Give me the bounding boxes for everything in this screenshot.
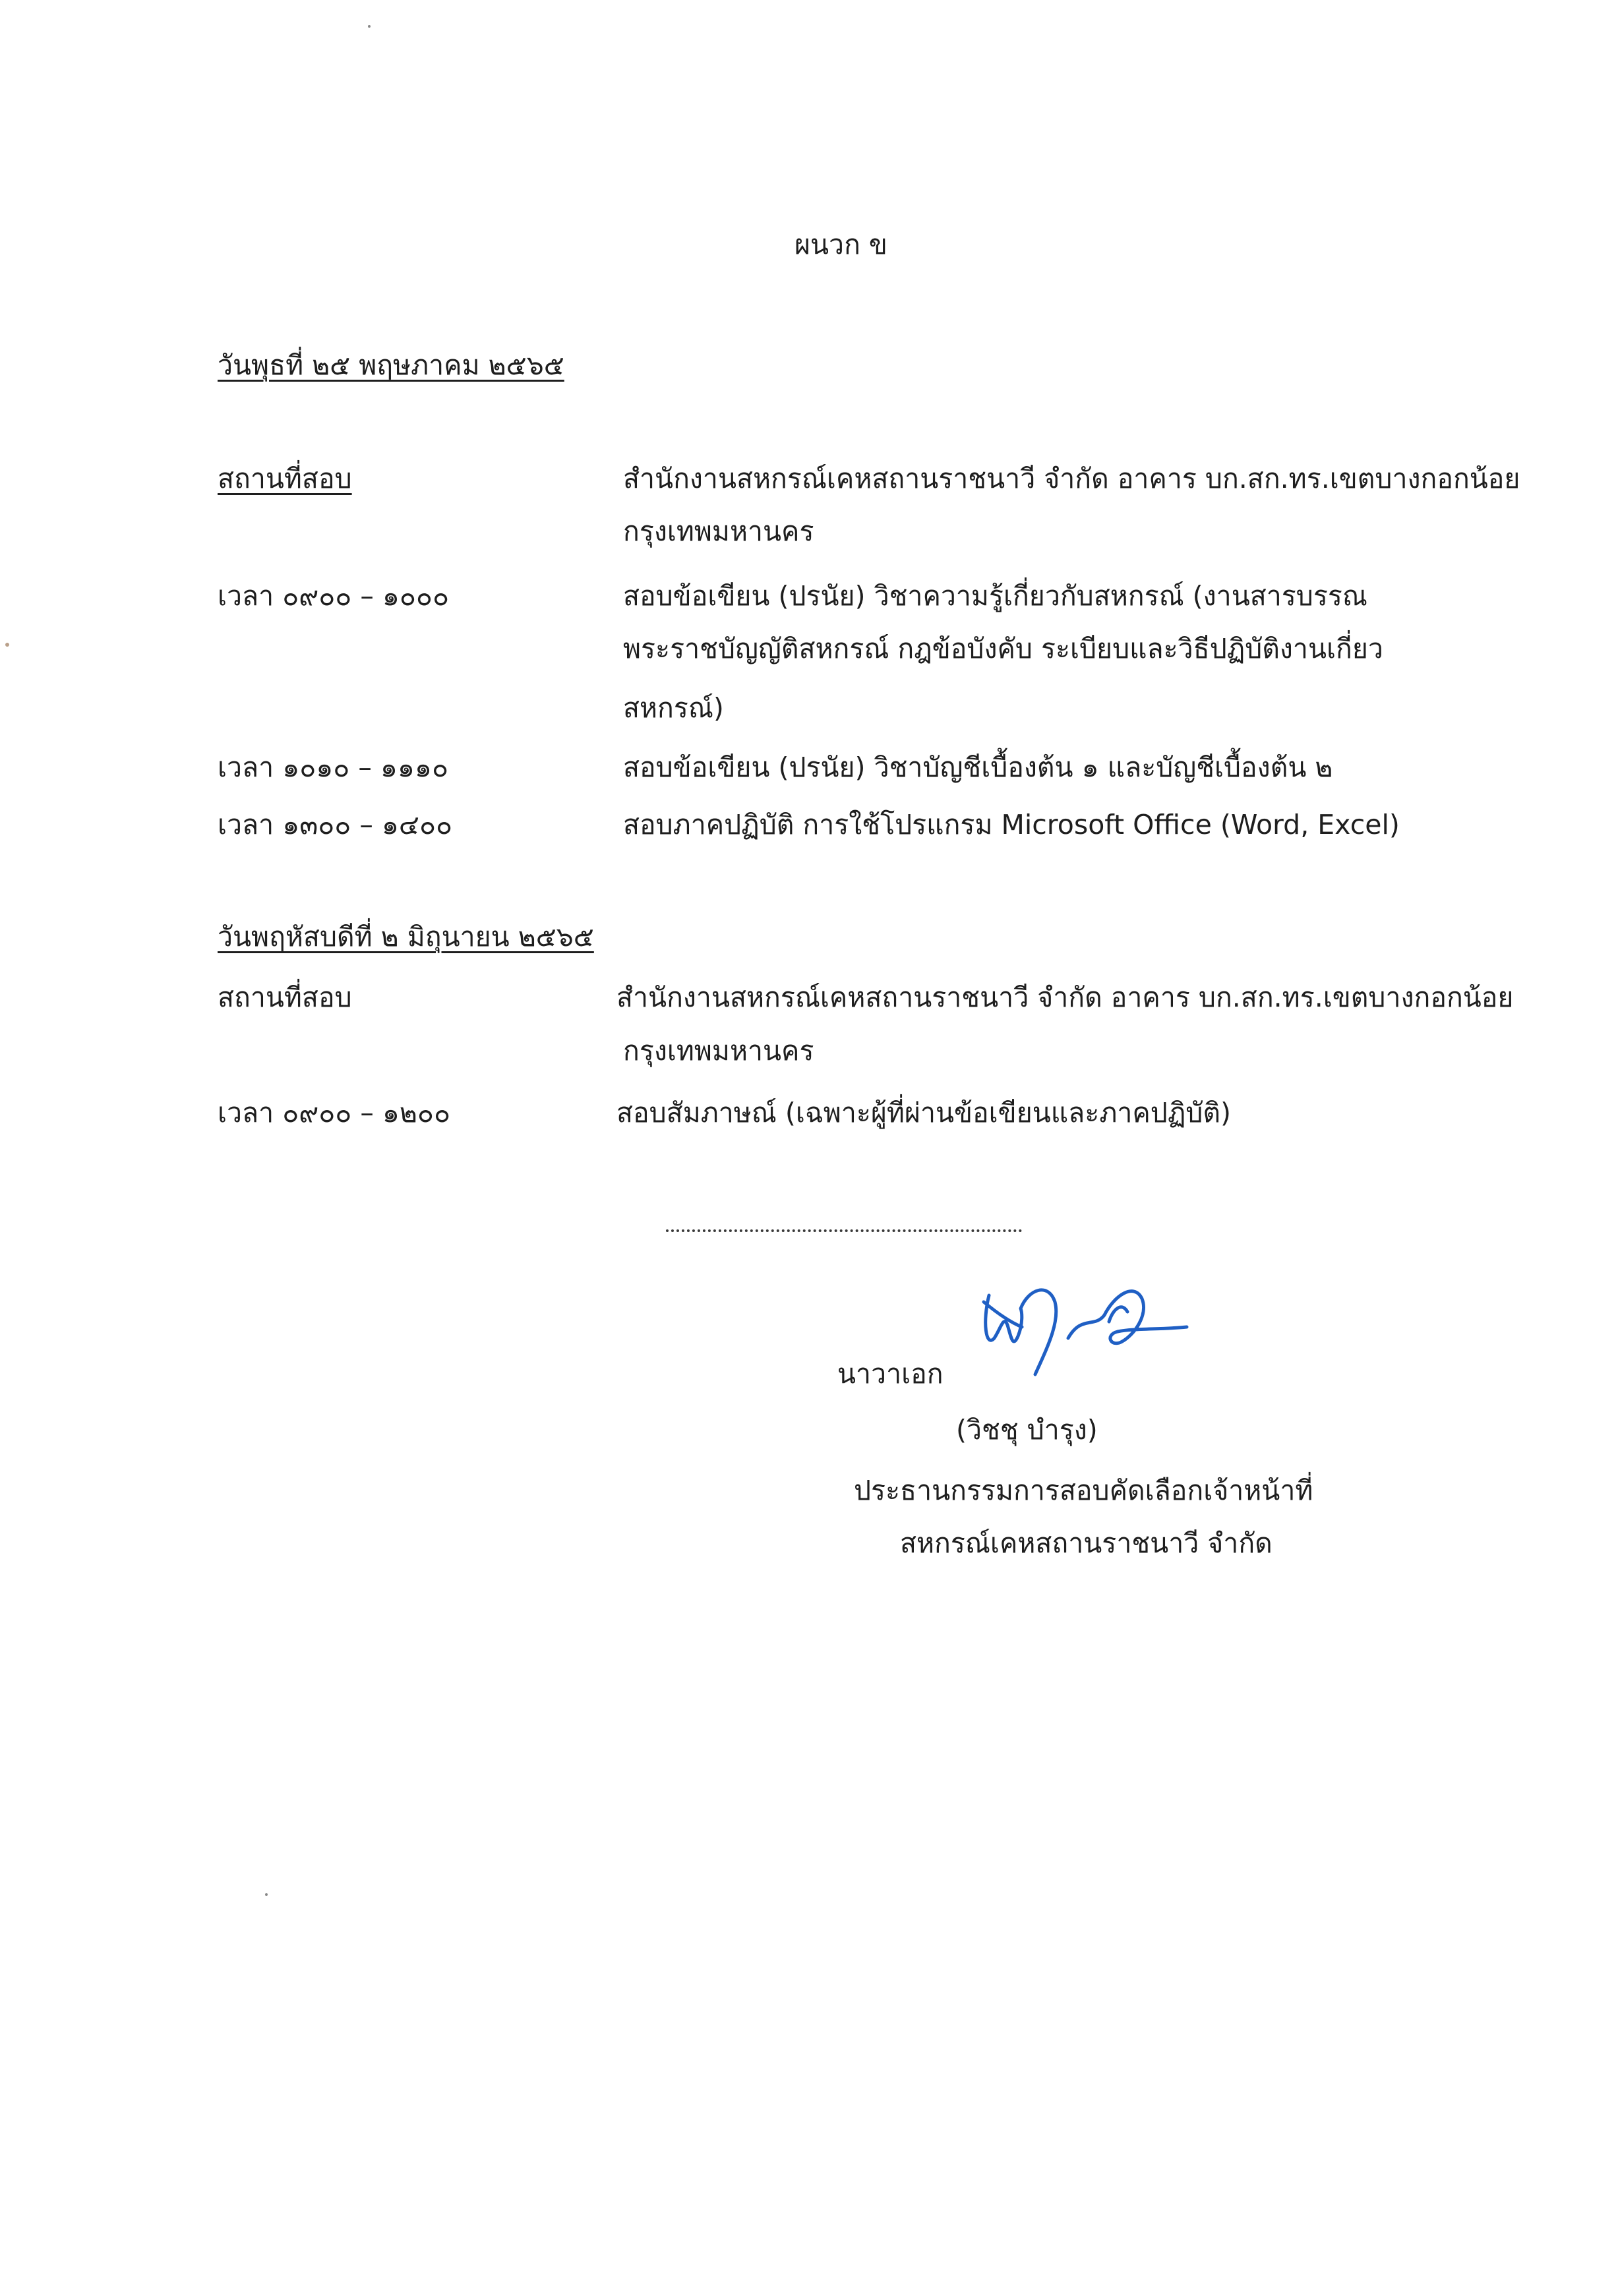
scan-speck <box>368 25 371 28</box>
signatory-name: (วิชชุ บำรุง) <box>956 1414 1098 1446</box>
day2-venue-line1: สำนักงานสหกรณ์เคหสถานราชนาวี จำกัด อาคาร บก.สก.ทร.เขตบางกอกน้อย <box>616 982 1514 1013</box>
signature-image <box>969 1276 1193 1384</box>
day1-slot1-time: เวลา ๐๙๐๐ – ๑๐๐๐ <box>218 580 449 612</box>
day2-date-heading: วันพฤหัสบดีที่ ๒ มิถุนายน ๒๕๖๕ <box>218 921 594 953</box>
day1-venue-line2: กรุงเทพมหานคร <box>623 515 814 547</box>
signatory-position-line1: ประธานกรรมการสอบคัดเลือกเจ้าหน้าที่ <box>854 1475 1313 1506</box>
day1-slot2-line1: สอบข้อเขียน (ปรนัย) วิชาบัญชีเบื้องต้น ๑ และบัญชีเบื้องต้น ๒ <box>623 751 1333 783</box>
day2-slot-time: เวลา ๐๙๐๐ – ๑๒๐๐ <box>218 1097 450 1129</box>
day2-slot-line1: สอบสัมภาษณ์ (เฉพาะผู้ที่ผ่านข้อเขียนและภาคปฏิบัติ) <box>616 1097 1231 1129</box>
day2-venue-label: สถานที่สอบ <box>218 982 352 1013</box>
signatory-position-line2: สหกรณ์เคหสถานราชนาวี จำกัด <box>900 1527 1273 1559</box>
dotted-separator <box>666 1229 1022 1232</box>
signatory-rank: นาวาเอก <box>837 1358 944 1390</box>
day1-venue-line1: สำนักงานสหกรณ์เคหสถานราชนาวี จำกัด อาคาร บก.สก.ทร.เขตบางกอกน้อย <box>623 463 1520 494</box>
day2-venue-line2: กรุงเทพมหานคร <box>623 1035 814 1067</box>
scan-speck <box>265 1893 268 1896</box>
day1-slot2-time: เวลา ๑๐๑๐ – ๑๑๑๐ <box>218 751 448 783</box>
day1-slot3-time: เวลา ๑๓๐๐ – ๑๔๐๐ <box>218 809 452 840</box>
day1-venue-label: สถานที่สอบ <box>218 463 352 494</box>
day1-slot3-line1: สอบภาคปฏิบัติ การใช้โปรแกรม Microsoft Office (Word, Excel) <box>623 809 1400 840</box>
day1-date-heading: วันพุธที่ ๒๕ พฤษภาคม ๒๕๖๕ <box>218 349 564 381</box>
scan-speck <box>5 643 9 647</box>
day1-slot1-line3: สหกรณ์) <box>623 692 724 724</box>
day1-slot1-line2: พระราชบัญญัติสหกรณ์ กฎข้อบังคับ ระเบียบและวิธีปฏิบัติงานเกี่ยว <box>623 633 1383 664</box>
annex-title: ผนวก ข <box>794 229 887 260</box>
day1-slot1-line1: สอบข้อเขียน (ปรนัย) วิชาความรู้เกี่ยวกับสหกรณ์ (งานสารบรรณ <box>623 580 1367 612</box>
